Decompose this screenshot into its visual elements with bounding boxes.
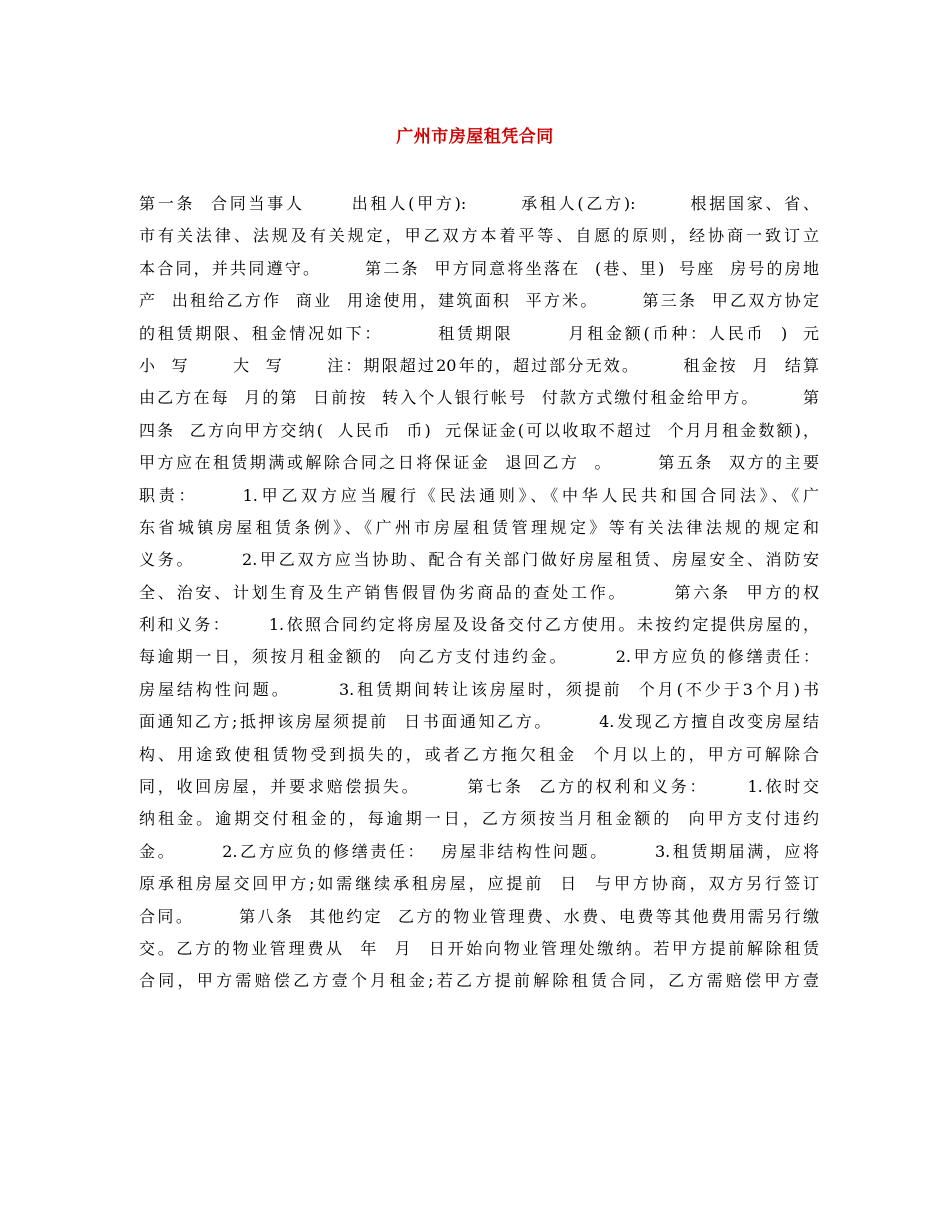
body-line-13: 全、治安、计划生育及生产销售假冒伪劣商品的查处工作。 第六条 甲方的权 bbox=[139, 582, 819, 602]
body-line-8: 四条 乙方向甲方交纳( 人民币 币) 元保证金(可以收取不超过 个月月租金数额)， bbox=[139, 420, 819, 440]
body-line-24: 交。乙方的物业管理费从 年 月 日开始向物业管理处缴纳。若甲方提前解除租赁 bbox=[139, 938, 819, 958]
body-line-10: 职责： 1.甲乙双方应当履行《民法通则》、《中华人民共和国合同法》、《广 bbox=[139, 485, 819, 505]
body-line-22: 原承租房屋交回甲方;如需继续承租房屋，应提前 日 与甲方协商，双方另行签订 bbox=[139, 874, 819, 894]
body-line-15: 每逾期一日，须按月租金额的 向乙方支付违约金。 2.甲方应负的修缮责任： bbox=[139, 647, 819, 667]
body-line-12: 义务。 2.甲乙双方应当协助、配合有关部门做好房屋租赁、房屋安全、消防安 bbox=[139, 550, 819, 570]
body-line-11: 东省城镇房屋租赁条例》、《广州市房屋租赁管理规定》等有关法律法规的规定和 bbox=[139, 517, 819, 537]
body-line-4: 产 出租给乙方作 商业 用途使用，建筑面积 平方米。 第三条 甲乙双方协定 bbox=[139, 291, 819, 311]
body-line-5: 的租赁期限、租金情况如下： 租赁期限 月租金额(币种：人民币 ) 元 bbox=[139, 323, 819, 343]
body-line-9: 甲方应在租赁期满或解除合同之日将保证金 退回乙方 。 第五条 双方的主要 bbox=[139, 453, 819, 473]
body-line-1: 第一条 合同当事人 出租人(甲方): 承租人(乙方): 根据国家、省、 bbox=[139, 194, 819, 213]
body-line-19: 同，收回房屋，并要求赔偿损失。 第七条 乙方的权利和义务： 1.依时交 bbox=[139, 777, 819, 797]
body-line-6: 小 写 大 写 注：期限超过20年的，超过部分无效。 租金按 月 结算 bbox=[139, 355, 819, 375]
body-line-7: 由乙方在每 月的第 日前按 转入个人银行帐号 付款方式缴付租金给甲方。 第 bbox=[139, 388, 819, 408]
body-line-23: 合同。 第八条 其他约定 乙方的物业管理费、水费、电费等其他费用需另行缴 bbox=[139, 906, 819, 926]
body-line-21: 金。 2.乙方应负的修缮责任： 房屋非结构性问题。 3.租赁期届满，应将 bbox=[139, 841, 819, 861]
document-title: 广州市房屋租凭合同 bbox=[396, 127, 554, 147]
body-line-17: 面通知乙方;抵押该房屋须提前 日书面通知乙方。 4.发现乙方擅自改变房屋结 bbox=[139, 712, 819, 732]
body-line-3: 本合同，并共同遵守。 第二条 甲方同意将坐落在 (巷、里) 号座 房号的房地 bbox=[139, 258, 819, 278]
contract-body bbox=[139, 188, 819, 998]
body-line-16: 房屋结构性问题。 3.租赁期间转让该房屋时，须提前 个月(不少于3个月)书 bbox=[139, 679, 819, 699]
body-line-14: 利和义务： 1.依照合同约定将房屋及设备交付乙方使用。未按约定提供房屋的， bbox=[139, 615, 819, 635]
body-line-2: 市有关法律、法规及有关规定，甲乙双方本着平等、自愿的原则，经协商一致订立 bbox=[139, 226, 819, 246]
body-line-25: 合同，甲方需赔偿乙方壹个月租金;若乙方提前解除租赁合同，乙方需赔偿甲方壹 bbox=[139, 971, 819, 991]
body-line-20: 纳租金。逾期交付租金的，每逾期一日，乙方须按当月租金额的 向甲方支付违约 bbox=[139, 809, 819, 829]
body-line-18: 构、用途致使租赁物受到损失的，或者乙方拖欠租金 个月以上的，甲方可解除合 bbox=[139, 744, 819, 764]
